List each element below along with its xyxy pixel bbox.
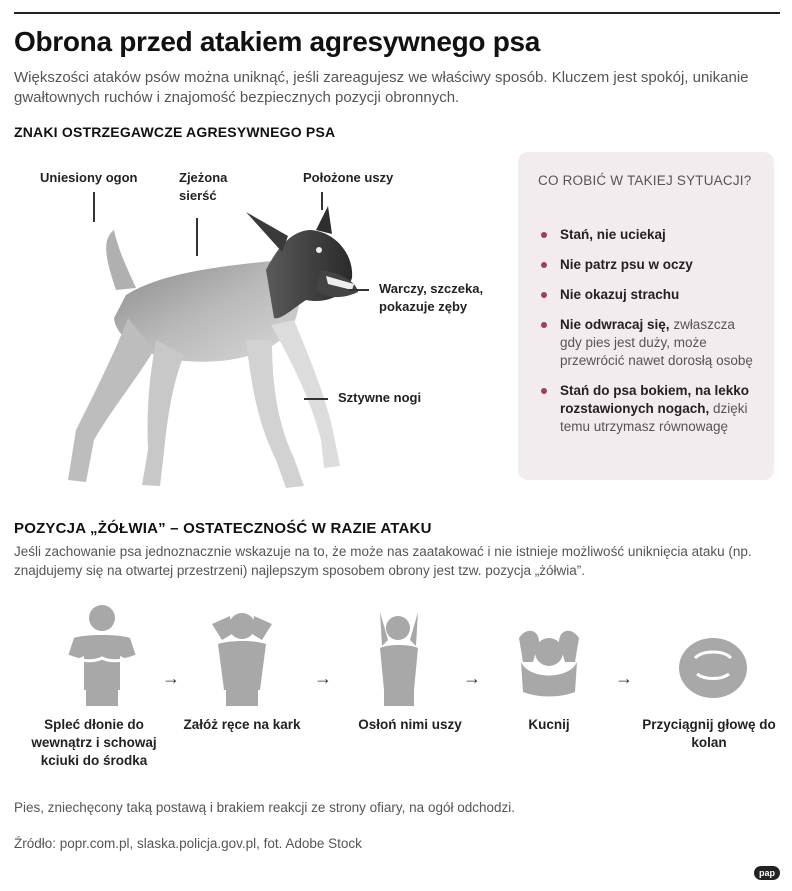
advice-item: Nie okazuj strachu [538,286,760,304]
step-1 [24,600,164,780]
step-4-label: Kucnij [528,717,570,732]
bullet-dot [541,292,547,298]
step-5-label: Przyciągnij głowę do kolan [642,717,776,750]
arrow-icon: → [314,668,332,688]
figure-crouching-icon [479,600,619,710]
arrow-icon: → [162,668,180,688]
intro-text: Większości ataków psów można uniknąć, jeśli zareagujesz we właściwy sposób. Kluczem jest spokój, unikanie gwałtownych ruchów i znajomość bezpiecznych pozycji obronnych. [14,69,749,106]
step-5 [639,600,779,780]
advice-item: Stań, nie uciekaj [538,226,760,244]
arrow-icon: → [463,668,481,688]
label-growling: Warczy, szczeka, pokazuje zęby [379,281,484,314]
bullet-dot [541,322,547,328]
dog-photo [36,200,366,500]
pointer-line-growling [349,289,369,291]
pointer-line-fur [196,218,198,256]
label-flat-ears: Położone uszy [303,170,394,185]
advice-item: Stań do psa bokiem, na lekko rozstawionych nogach, dzięki temu utrzymasz równowagę [538,382,760,436]
figure-hands-on-neck-icon [172,600,312,710]
pointer-line-ears [321,192,323,210]
bullet-dot [541,262,547,268]
step-4 [479,600,619,780]
advice-list [538,226,760,448]
label-stiff-legs: Sztywne nogi [338,390,422,405]
figure-covering-ears-icon [340,600,480,710]
turtle-position-title: POZYCJA „ŻÓŁWIA” – OSTATECZNOŚĆ W RAZIE ATAKU [14,520,432,537]
figure-head-to-knees-icon [639,600,779,710]
step-2 [172,600,312,780]
page-title: Obrona przed atakiem agresywnego psa [14,26,541,57]
pointer-line-legs [304,398,328,400]
source-text: Źródło: popr.com.pl, slaska.policja.gov.pl, fot. Adobe Stock [14,836,362,851]
pap-logo: pap [754,866,780,880]
warning-signs-title: ZNAKI OSTRZEGAWCZE AGRESYWNEGO PSA [14,124,336,140]
closing-text: Pies, zniechęcony taką postawą i brakiem reakcji ze strony ofiary, na ogół odchodzi. [14,800,516,815]
advice-box [518,152,774,480]
step-3 [340,600,480,780]
step-2-label: Załóż ręce na kark [183,717,301,732]
advice-item: Nie odwracaj się, zwłaszcza gdy pies jest duży, może przewrócić nawet dorosłą osobę [538,316,760,370]
pointer-line-tail [93,192,95,222]
advice-item: Nie patrz psu w oczy [538,256,760,274]
bullet-dot [541,388,547,394]
turtle-position-text: Jeśli zachowanie psa jednoznacznie wskazuje na to, że może nas zaatakować i nie istnieje możliwość uniknięcia ataku (np. znajdujemy się na otwartej przestrzeni) najlepszym sposobem obrony jest tzw. pozycja „żółwia”. [14,544,752,578]
figure-clasped-hands-icon [24,600,164,710]
arrow-icon: → [615,668,633,688]
label-raised-tail: Uniesiony ogon [40,170,138,185]
step-1-label: Spleć dłonie do wewnątrz i schowaj kciuki do środka [31,717,157,768]
label-raised-fur: Zjeżona sierść [179,170,228,203]
top-rule [14,12,780,14]
advice-title: CO ROBIĆ W TAKIEJ SYTUACJI? [538,173,752,188]
bullet-dot [541,232,547,238]
step-3-label: Osłoń nimi uszy [358,717,462,732]
